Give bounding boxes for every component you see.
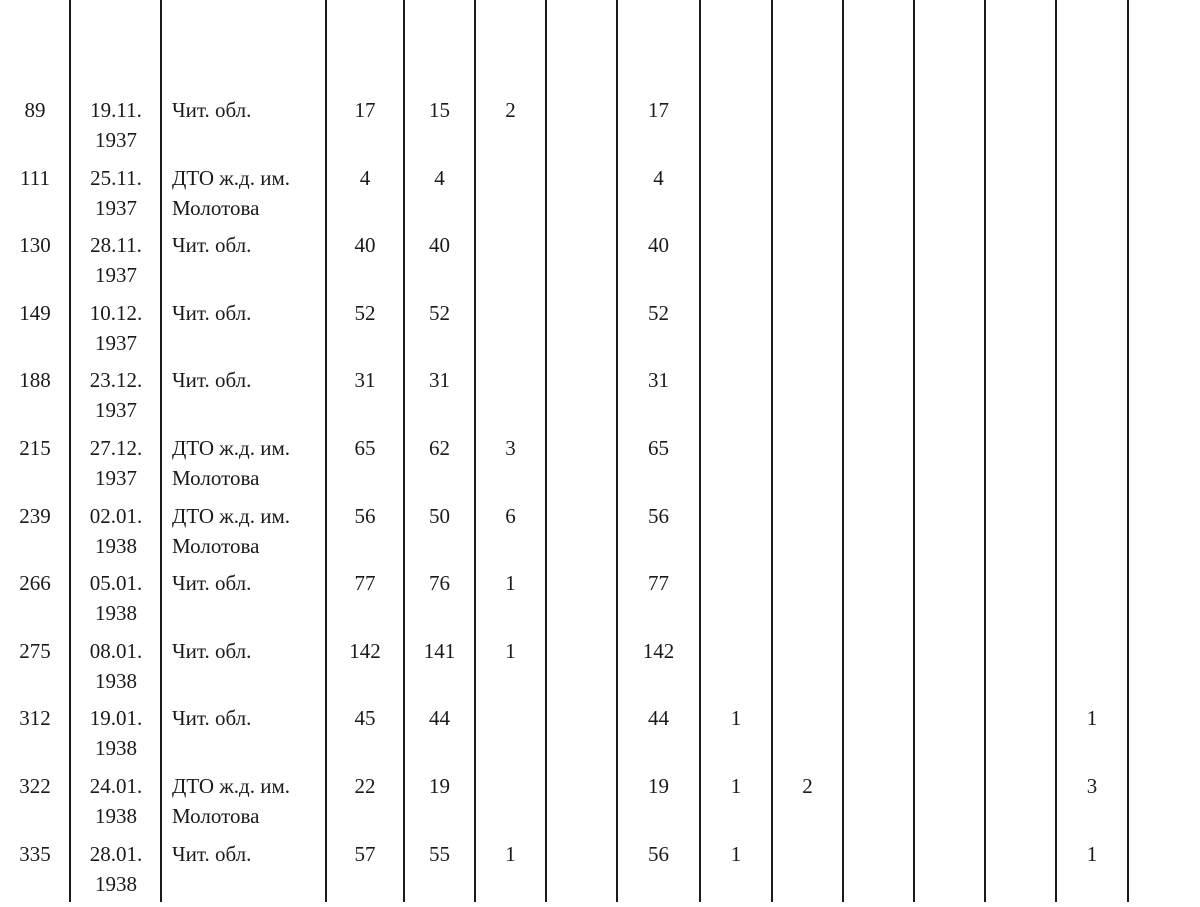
col-6-value: 1: [505, 638, 516, 663]
organization-line-1: Чит. обл.: [172, 98, 252, 122]
organization: [172, 298, 322, 328]
record-date: [70, 365, 162, 425]
table-row: [0, 433, 1200, 501]
date-day-month: 08.01.: [89, 638, 143, 663]
table-row: [0, 839, 1200, 907]
organization-line-1: Чит. обл.: [172, 233, 252, 258]
col-4-value: 22: [354, 774, 376, 798]
record-number: 188: [19, 368, 51, 393]
date-year: 1937: [95, 195, 137, 220]
date-year: 1937: [95, 398, 137, 423]
organization-line-1: ДТО ж.д. им.: [172, 165, 291, 190]
col-9-value: 1: [730, 774, 742, 798]
col-5-value: 141: [423, 638, 456, 663]
col-4-value: 31: [354, 368, 376, 393]
organization: [172, 636, 322, 666]
record-number: 322: [19, 774, 51, 798]
col-5-value: 50: [429, 503, 450, 528]
record-number: 130: [19, 233, 51, 258]
col-10-value: 2: [802, 774, 813, 798]
date-day-month: 19.11.: [90, 98, 142, 122]
col-4-value: 4: [359, 165, 371, 190]
col-4-value: 142: [349, 638, 381, 663]
col-14-value: 1: [1086, 841, 1098, 866]
col-4-value: 56: [354, 503, 376, 528]
table-row: [0, 501, 1200, 569]
col-9-value: 1: [730, 706, 742, 731]
date-year: 1937: [95, 466, 137, 490]
table-row: [0, 95, 1200, 163]
col-4-value: 52: [354, 300, 376, 325]
record-date: [70, 703, 162, 763]
table-row: [0, 163, 1200, 231]
date-year: 1937: [95, 263, 137, 288]
col-5-value: 4: [434, 165, 445, 190]
date-day-month: 28.01.: [89, 841, 143, 866]
col-8-value: 56: [648, 503, 669, 528]
organization-line-2: Молотова: [172, 466, 260, 490]
table-row: [0, 568, 1200, 636]
col-6-value: 1: [505, 841, 516, 866]
record-date: [70, 433, 162, 493]
col-8-value: 40: [648, 233, 669, 258]
col-5-value: 15: [429, 98, 450, 122]
organization-line-1: ДТО ж.д. им.: [172, 774, 291, 798]
date-day-month: 28.11.: [90, 233, 142, 258]
date-year: 1938: [95, 871, 137, 896]
record-date: [70, 568, 162, 628]
date-day-month: 05.01.: [89, 571, 143, 596]
col-14-value: 1: [1086, 706, 1098, 731]
col-5-value: 76: [429, 571, 450, 596]
date-day-month: 19.01.: [89, 706, 143, 731]
date-year: 1937: [95, 330, 137, 355]
record-number: 335: [19, 841, 51, 866]
table-row: [0, 636, 1200, 704]
col-5-value: 55: [429, 841, 450, 866]
record-number: 275: [19, 638, 51, 663]
date-year: 1938: [95, 736, 137, 761]
col-8-value: 52: [648, 300, 669, 325]
date-day-month: 25.11.: [90, 165, 142, 190]
col-4-value: 40: [354, 233, 376, 258]
date-year: 1938: [95, 601, 137, 626]
col-4-value: 65: [354, 436, 376, 460]
col-6-value: 6: [505, 503, 516, 528]
table-row: [0, 703, 1200, 771]
col-8-value: 77: [648, 571, 669, 596]
col-8-value: 44: [648, 706, 669, 731]
organization-line-1: ДТО ж.д. им.: [172, 503, 291, 528]
organization-line-2: Молотова: [172, 195, 260, 220]
col-9-value: 1: [730, 841, 742, 866]
record-date: [70, 230, 162, 290]
table-row: [0, 298, 1200, 366]
organization-line-1: Чит. обл.: [172, 368, 252, 393]
col-5-value: 44: [429, 706, 450, 731]
organization: [172, 95, 322, 125]
organization: [172, 839, 322, 869]
record-number: 149: [19, 300, 51, 325]
organization-line-1: Чит. обл.: [172, 841, 252, 866]
col-6-value: 2: [505, 98, 516, 122]
col-5-value: 19: [429, 774, 450, 798]
date-day-month: 02.01.: [89, 503, 143, 528]
col-6-value: 1: [505, 571, 516, 596]
record-date: [70, 636, 162, 696]
col-4-value: 45: [354, 706, 376, 731]
organization-line-1: Чит. обл.: [172, 706, 252, 731]
date-day-month: 24.01.: [89, 774, 143, 798]
col-8-value: 17: [648, 98, 669, 122]
col-5-value: 31: [429, 368, 450, 393]
record-number: 89: [24, 98, 46, 122]
date-year: 1938: [95, 804, 137, 828]
organization-line-2: Молотова: [172, 533, 260, 558]
col-8-value: 19: [648, 774, 669, 798]
organization: [172, 703, 322, 733]
table-row: [0, 230, 1200, 298]
record-date: [70, 839, 162, 899]
col-8-value: 31: [648, 368, 669, 393]
col-6-value: 3: [505, 436, 516, 460]
date-day-month: 27.12.: [89, 436, 143, 460]
col-8-value: 65: [648, 436, 669, 460]
col-5-value: 52: [429, 300, 450, 325]
table-row: [0, 771, 1200, 839]
col-8-value: 142: [642, 638, 675, 663]
col-14-value: 3: [1086, 774, 1098, 798]
organization: [172, 230, 322, 260]
record-number: 239: [19, 503, 51, 528]
col-4-value: 77: [354, 571, 376, 596]
table-row: [0, 365, 1200, 433]
organization-line-1: ДТО ж.д. им.: [172, 436, 291, 460]
record-date: [70, 95, 162, 155]
record-number: 266: [19, 571, 51, 596]
organization: [172, 365, 322, 395]
organization: [172, 163, 322, 223]
date-year: 1937: [95, 128, 137, 152]
date-year: 1938: [95, 533, 137, 558]
date-day-month: 23.12.: [89, 368, 143, 393]
record-number: 111: [20, 165, 50, 190]
col-8-value: 4: [653, 165, 664, 190]
col-4-value: 17: [354, 98, 376, 122]
record-number: 312: [19, 706, 51, 731]
organization-line-1: Чит. обл.: [172, 638, 252, 663]
organization: [172, 771, 322, 831]
record-date: [70, 298, 162, 358]
organization-line-1: Чит. обл.: [172, 300, 252, 325]
col-5-value: 40: [429, 233, 450, 258]
record-date: [70, 771, 162, 831]
col-4-value: 57: [354, 841, 376, 866]
record-date: [70, 163, 162, 223]
col-8-value: 56: [648, 841, 669, 866]
col-5-value: 62: [429, 436, 450, 460]
organization: [172, 501, 322, 561]
record-date: [70, 501, 162, 561]
date-day-month: 10.12.: [89, 300, 143, 325]
organization: [172, 568, 322, 598]
record-number: 215: [19, 436, 51, 460]
organization: [172, 433, 322, 493]
organization-line-2: Молотова: [172, 804, 260, 828]
organization-line-1: Чит. обл.: [172, 571, 252, 596]
date-year: 1938: [95, 668, 137, 693]
